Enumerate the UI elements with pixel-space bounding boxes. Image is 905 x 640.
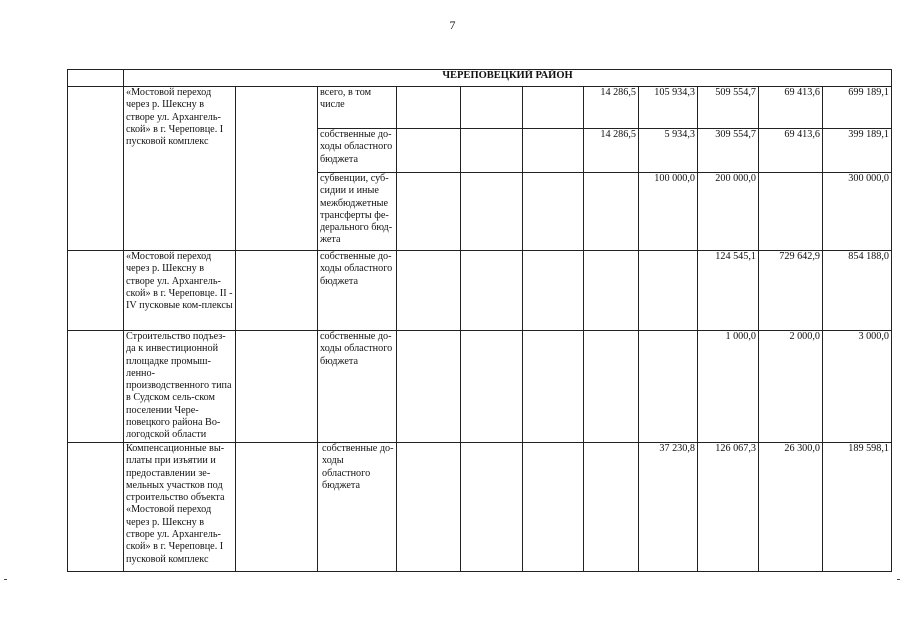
total-value: 699 189,1 <box>823 87 892 129</box>
empty-cell <box>523 331 584 443</box>
funding-source: всего, в том числе <box>318 87 397 129</box>
total-value: 300 000,0 <box>823 173 892 251</box>
scan-mark <box>4 579 7 580</box>
year-2-value: 37 230,8 <box>639 443 698 572</box>
empty-cell <box>236 443 318 572</box>
funding-source: собственные до-ходы областного бюджета <box>318 251 397 331</box>
table-row <box>68 251 892 331</box>
year-3-value: 509 554,7 <box>698 87 759 129</box>
empty-cell <box>397 87 461 129</box>
year-1-value <box>584 443 639 572</box>
project-name: Строительство подъез-да к инвестиционной площадке промыш-ленно-производственного типа в Судском сель-ском поселении Чере-повецкого района Во-логодской области <box>124 331 236 443</box>
empty-cell <box>461 87 523 129</box>
year-4-value <box>759 173 823 251</box>
year-2-value <box>639 251 698 331</box>
year-2-value: 105 934,3 <box>639 87 698 129</box>
empty-cell <box>397 173 461 251</box>
funding-source: собственные до-ходы областного бюджета <box>318 443 397 572</box>
empty-cell <box>397 129 461 173</box>
empty-cell <box>461 129 523 173</box>
empty-cell <box>523 129 584 173</box>
year-1-value: 14 286,5 <box>584 129 639 173</box>
empty-cell <box>68 87 124 251</box>
empty-cell <box>68 443 124 572</box>
empty-cell <box>236 87 318 251</box>
empty-cell <box>397 443 461 572</box>
empty-cell <box>68 70 124 87</box>
total-value: 854 188,0 <box>823 251 892 331</box>
year-3-value: 126 067,3 <box>698 443 759 572</box>
empty-cell <box>397 251 461 331</box>
year-3-value: 309 554,7 <box>698 129 759 173</box>
empty-cell <box>461 251 523 331</box>
year-2-value: 100 000,0 <box>639 173 698 251</box>
funding-source: субвенции, суб-сидии и иные межбюджетные трансферты фе-дерального бюд-жета <box>318 173 397 251</box>
project-name: «Мостовой переход через р. Шексну в створе ул. Архангель-ской» в г. Череповце. II -IV пусковые ком-плексы <box>124 251 236 331</box>
empty-cell <box>523 87 584 129</box>
year-4-value: 26 300,0 <box>759 443 823 572</box>
year-1-value: 14 286,5 <box>584 87 639 129</box>
empty-cell <box>68 331 124 443</box>
scan-mark <box>897 579 900 580</box>
funding-source: собственные до-ходы областного бюджета <box>318 129 397 173</box>
section-header-row <box>68 70 892 87</box>
project-name: Компенсационные вы-платы при изъятии и предоставлении зе-мельных участков под строительство объекта «Мостовой переход через р. Шексну в створе ул. Архангель-ской» в г. Череповце. I пусковой комплекс <box>124 443 236 572</box>
empty-cell <box>523 443 584 572</box>
year-4-value: 69 413,6 <box>759 129 823 173</box>
year-4-value: 2 000,0 <box>759 331 823 443</box>
year-3-value: 200 000,0 <box>698 173 759 251</box>
empty-cell <box>523 251 584 331</box>
year-2-value: 5 934,3 <box>639 129 698 173</box>
table-row <box>68 331 892 443</box>
year-3-value: 1 000,0 <box>698 331 759 443</box>
year-1-value <box>584 331 639 443</box>
total-value: 3 000,0 <box>823 331 892 443</box>
year-2-value <box>639 331 698 443</box>
year-1-value <box>584 173 639 251</box>
empty-cell <box>461 443 523 572</box>
year-3-value: 124 545,1 <box>698 251 759 331</box>
empty-cell <box>236 251 318 331</box>
budget-table <box>67 69 892 572</box>
total-value: 189 598,1 <box>823 443 892 572</box>
year-1-value <box>584 251 639 331</box>
empty-cell <box>523 173 584 251</box>
section-title: ЧЕРЕПОВЕЦКИЙ РАЙОН <box>124 70 892 87</box>
page-number: 7 <box>449 18 456 32</box>
project-name: «Мостовой переход через р. Шексну в створе ул. Архангель-ской» в г. Череповце. I пусковой комплекс <box>124 87 236 251</box>
empty-cell <box>68 251 124 331</box>
table-row <box>68 87 892 129</box>
year-4-value: 729 642,9 <box>759 251 823 331</box>
table-row <box>68 443 892 572</box>
empty-cell <box>236 331 318 443</box>
year-4-value: 69 413,6 <box>759 87 823 129</box>
empty-cell <box>461 173 523 251</box>
total-value: 399 189,1 <box>823 129 892 173</box>
empty-cell <box>397 331 461 443</box>
funding-source: собственные до-ходы областного бюджета <box>318 331 397 443</box>
empty-cell <box>461 331 523 443</box>
